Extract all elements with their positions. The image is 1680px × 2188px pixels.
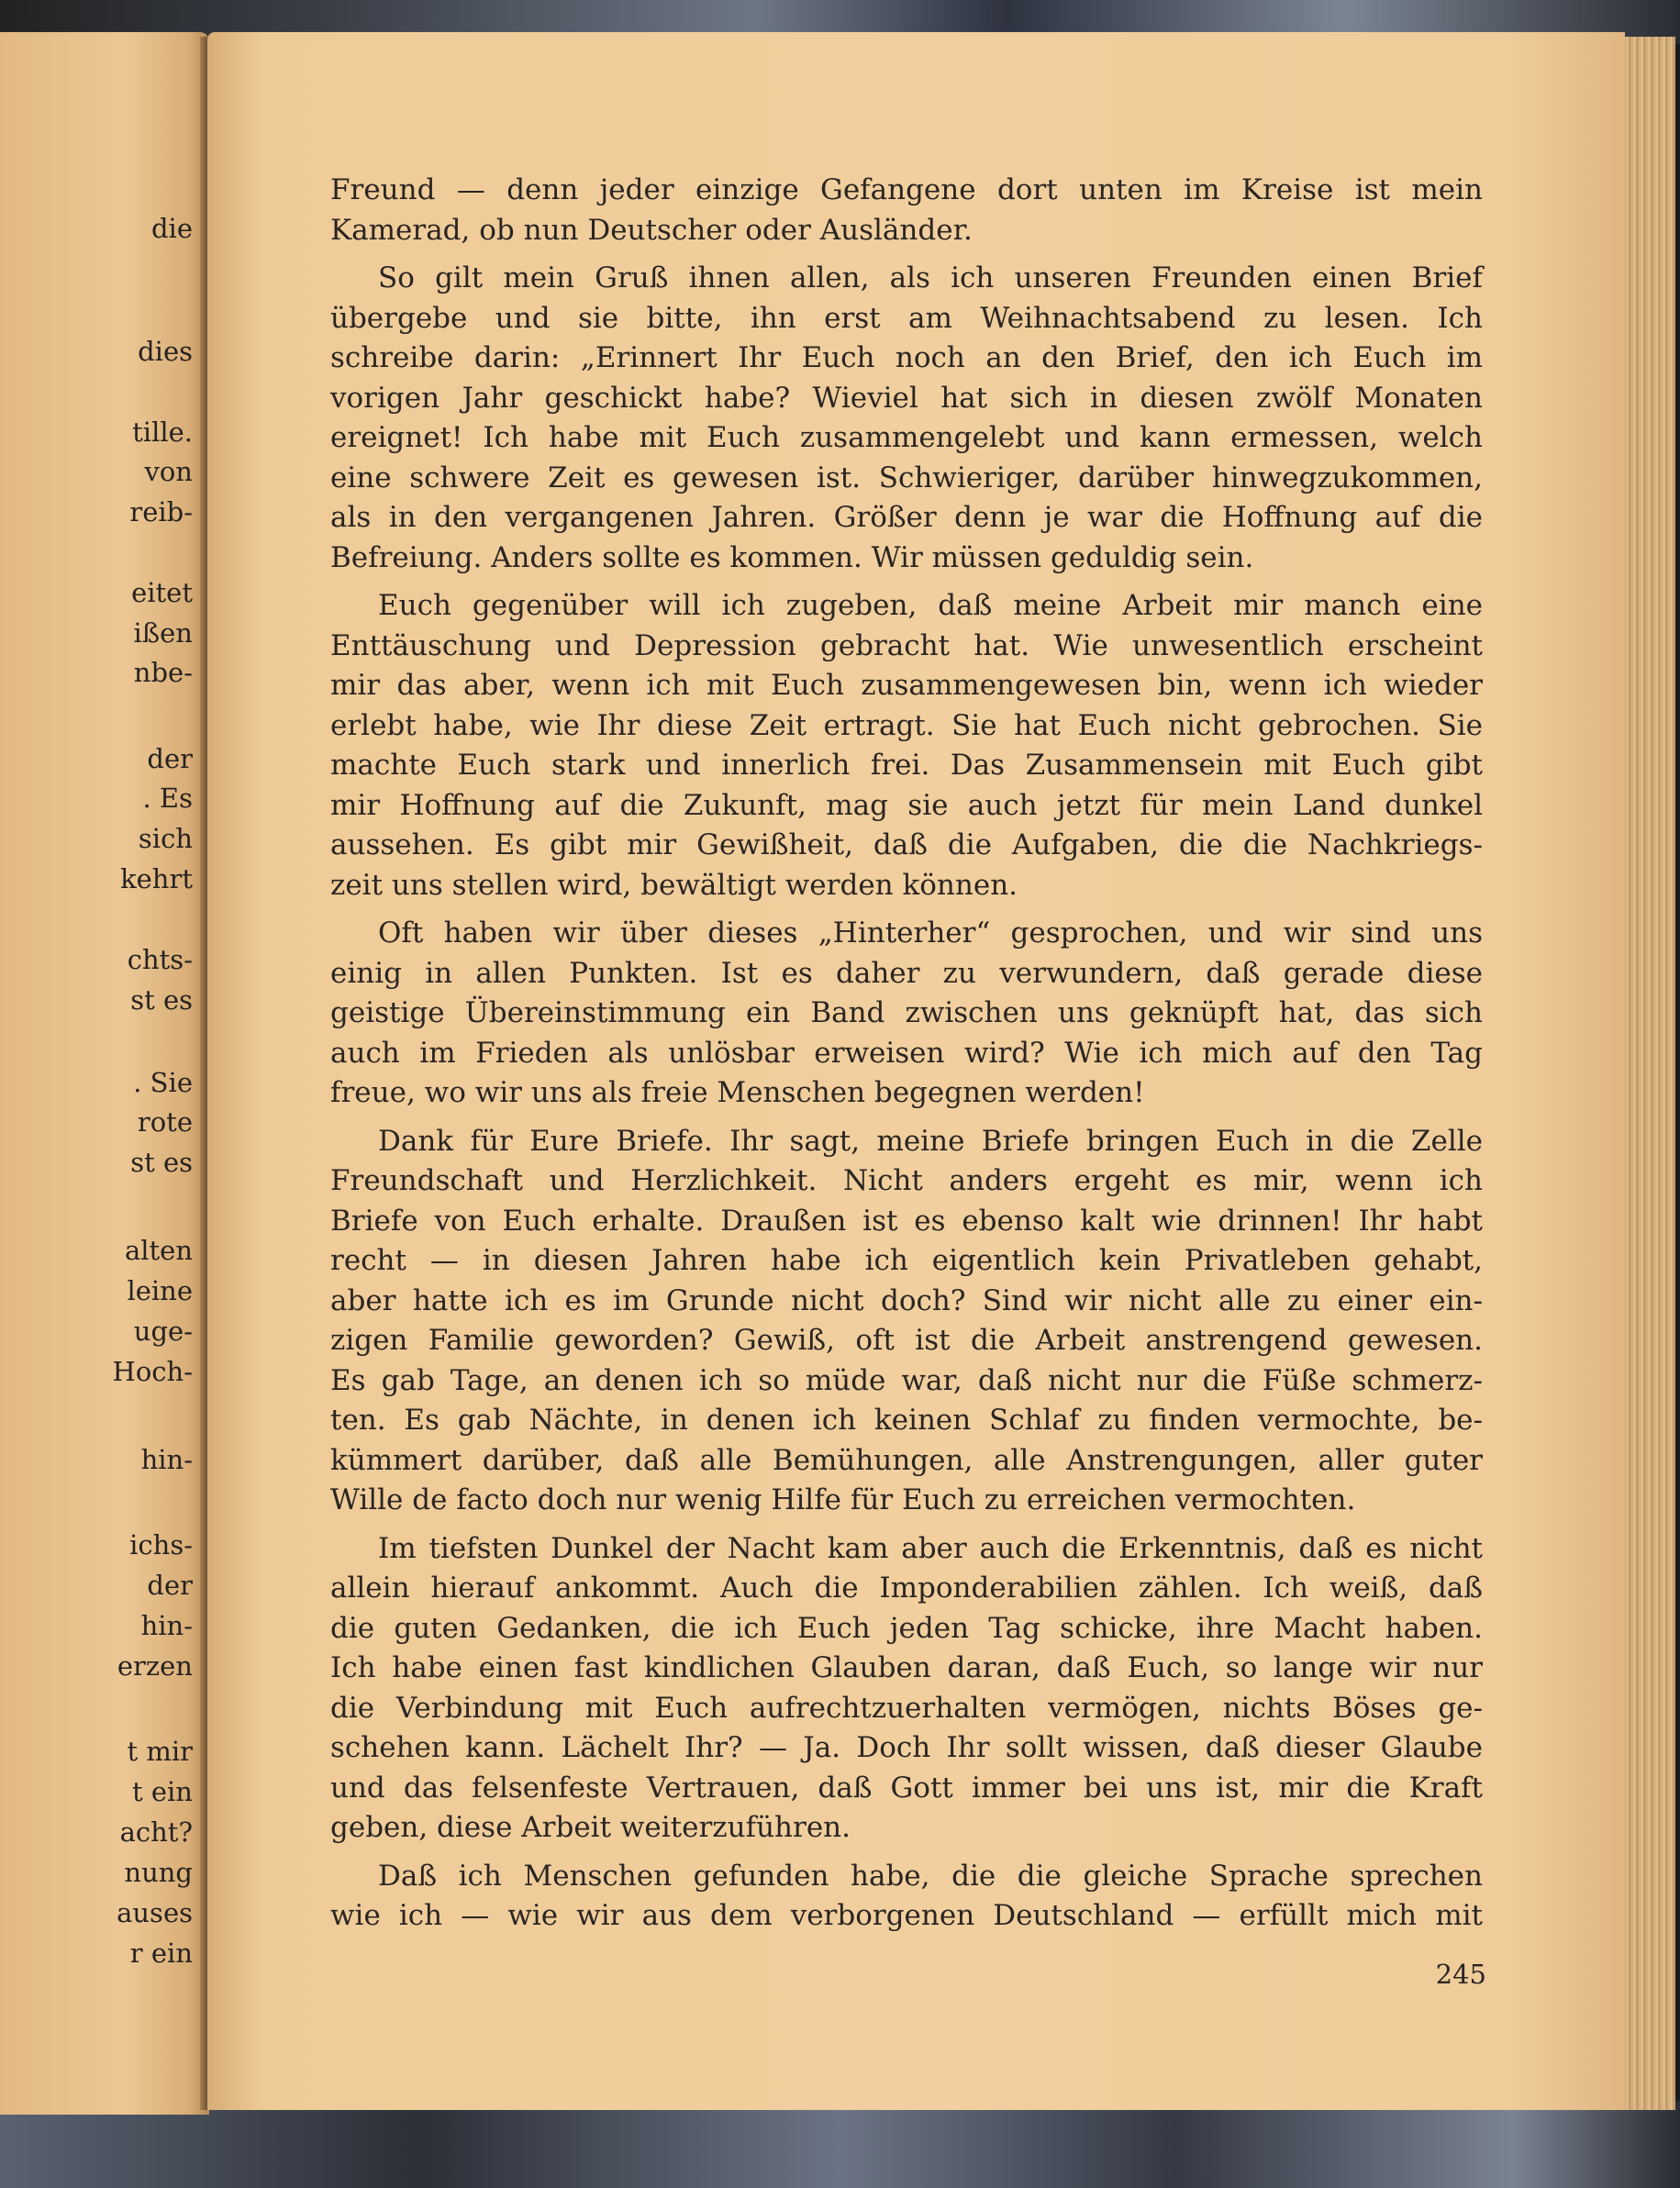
paragraph	[330, 1122, 1483, 1521]
left-page-line: erzen	[117, 1650, 193, 1682]
text-line: Ich habe einen fast kindlichen Glauben daran, daß Euch, so lange wir nur	[330, 1651, 1483, 1684]
body-text	[330, 171, 1483, 1945]
text-line: ereignet! Ich habe mit Euch zusammengelebt und kann ermessen, welch	[330, 421, 1483, 454]
left-page-line: leine	[127, 1275, 193, 1306]
text-line: Euch gegenüber will ich zugeben, daß meine Arbeit mir manch eine	[378, 589, 1483, 622]
left-page-line: die	[150, 213, 193, 244]
text-line: geben, diese Arbeit weiterzuführen.	[330, 1811, 851, 1844]
left-page	[0, 32, 209, 2115]
left-page-line: st es	[130, 984, 193, 1016]
text-line: mir Hoffnung auf die Zukunft, mag sie auch jetzt für mein Land dunkel	[330, 788, 1483, 822]
paragraph	[330, 171, 1483, 250]
left-page-line: hin-	[140, 1444, 193, 1475]
left-page-line: rote	[137, 1106, 193, 1138]
paragraph	[330, 259, 1483, 578]
paragraph	[330, 1857, 1483, 1937]
left-page-line: acht?	[119, 1816, 193, 1848]
text-line: aussehen. Es gibt mir Gewißheit, daß die Aufgaben, die die Nachkriegs-	[330, 828, 1483, 861]
text-line: Freundschaft und Herzlichkeit. Nicht anders ergeht es mir, wenn ich	[330, 1164, 1483, 1197]
left-page-line: r ein	[129, 1938, 193, 1969]
left-page-line: chts-	[127, 944, 193, 975]
text-line: machte Euch stark und innerlich frei. Das Zusammensein mit Euch gibt	[330, 749, 1483, 782]
text-line: freue, wo wir uns als freie Menschen begegnen werden!	[330, 1076, 1145, 1109]
left-page-line: nbe-	[133, 657, 193, 688]
left-page-line: . Es	[142, 783, 193, 814]
text-line: und das felsenfeste Vertrauen, daß Gott immer bei uns ist, mir die Kraft	[330, 1771, 1483, 1805]
left-page-line: Hoch-	[112, 1356, 193, 1387]
left-page-line: von	[144, 456, 193, 487]
text-line: geistige Übereinstimmung ein Band zwischen uns geknüpft hat, das sich	[330, 996, 1483, 1029]
text-line: aber hatte ich es im Grunde nicht doch? Sind wir nicht alle zu einer ein-	[330, 1283, 1483, 1317]
paragraph	[330, 914, 1483, 1114]
left-page-line: tille.	[132, 416, 193, 448]
text-line: zigen Familie geworden? Gewiß, oft ist die Arbeit anstrengend gewesen.	[330, 1324, 1483, 1357]
text-line: Oft haben wir über dieses „Hinterher“ gesprochen, und wir sind uns	[378, 916, 1483, 950]
text-line: Es gab Tage, an denen ich so müde war, daß nicht nur die Füße schmerz-	[330, 1363, 1483, 1397]
page-number: 245	[1435, 1959, 1486, 1990]
text-line: schehen kann. Lächelt Ihr? — Ja. Doch Ihr sollt wissen, daß dieser Glaube	[330, 1731, 1483, 1764]
text-line: mir das aber, wenn ich mit Euch zusammengewesen bin, wenn ich wieder	[330, 669, 1483, 702]
text-line: auch im Frieden als unlösbar erweisen wird? Wie ich mich auf den Tag	[330, 1036, 1483, 1070]
left-page-line: eitet	[131, 577, 193, 608]
text-line: übergebe und sie bitte, ihn erst am Weihnachtsabend zu lesen. Ich	[330, 301, 1483, 335]
left-page-line: hin-	[140, 1610, 193, 1641]
left-page-line: ißen	[133, 617, 193, 649]
text-line: erlebt habe, wie Ihr diese Zeit ertragt. Sie hat Euch nicht gebrochen. Sie	[330, 708, 1483, 742]
text-line: Briefe von Euch erhalte. Draußen ist es ebenso kalt wie drinnen! Ihr habt	[330, 1204, 1483, 1238]
left-page-line: nung	[124, 1857, 193, 1888]
left-page-line: alten	[124, 1235, 193, 1266]
book-cover-bottom	[0, 2101, 1680, 2188]
text-line: recht — in diesen Jahren habe ich eigentlich kein Privatleben gehabt,	[330, 1244, 1483, 1277]
left-page-line: dies	[138, 336, 193, 367]
text-line: wie ich — wie wir aus dem verborgenen Deutschland — erfüllt mich mit	[330, 1899, 1483, 1932]
left-page-line: reib-	[129, 496, 193, 528]
paragraph	[330, 586, 1483, 905]
text-line: Befreiung. Anders sollte es kommen. Wir müssen geduldig sein.	[330, 540, 1254, 574]
text-line: Dank für Eure Briefe. Ihr sagt, meine Briefe bringen Euch in die Zelle	[378, 1124, 1483, 1158]
left-page-line: uge-	[133, 1316, 193, 1347]
text-line: als in den vergangenen Jahren. Größer denn je war die Hoffnung auf die	[330, 501, 1483, 534]
text-line: zeit uns stellen wird, bewältigt werden können.	[330, 868, 1018, 902]
text-line: Im tiefsten Dunkel der Nacht kam aber auch die Erkenntnis, daß es nicht	[378, 1531, 1483, 1565]
left-page-line: t mir	[127, 1736, 193, 1767]
text-line: Kamerad, ob nun Deutscher oder Ausländer.	[330, 213, 973, 247]
text-line: Daß ich Menschen gefunden habe, die die gleiche Sprache sprechen	[378, 1859, 1483, 1893]
text-line: Freund — denn jeder einzige Gefangene dort unten im Kreise ist mein	[330, 173, 1483, 206]
text-line: eine schwere Zeit es gewesen ist. Schwieriger, darüber hinwegzukommen,	[330, 461, 1483, 494]
text-line: So gilt mein Gruß ihnen allen, als ich unseren Freunden einen Brief	[378, 261, 1483, 294]
left-page-line: kehrt	[120, 863, 193, 894]
text-line: die guten Gedanken, die ich Euch jeden Tag schicke, ihre Macht haben.	[330, 1611, 1483, 1645]
text-line: vorigen Jahr geschickt habe? Wieviel hat sich in diesen zwölf Monaten	[330, 381, 1483, 415]
left-page-line: . Sie	[133, 1067, 193, 1098]
left-page-line: der	[147, 1570, 193, 1601]
text-line: allein hierauf ankommt. Auch die Imponderabilien zählen. Ich weiß, daß	[330, 1572, 1483, 1605]
left-page-line: st es	[130, 1147, 193, 1178]
left-page-line: sich	[138, 823, 193, 854]
page-edges	[1625, 37, 1675, 2110]
paragraph	[330, 1529, 1483, 1849]
left-page-line: ichs-	[129, 1529, 193, 1560]
text-line: schreibe darin: „Erinnert Ihr Euch noch an den Brief, den ich Euch im	[330, 341, 1483, 374]
left-page-line: t ein	[132, 1776, 193, 1807]
left-page-line: der	[147, 743, 193, 774]
text-line: Wille de facto doch nur wenig Hilfe für Euch zu erreichen vermochten.	[330, 1483, 1356, 1516]
text-line: die Verbindung mit Euch aufrechtzuerhalten vermögen, nichts Böses ge-	[330, 1691, 1483, 1725]
text-line: einig in allen Punkten. Ist es daher zu verwundern, daß gerade diese	[330, 956, 1483, 990]
left-page-line: auses	[117, 1897, 193, 1928]
text-line: kümmert darüber, daß alle Bemühungen, alle Anstrengungen, aller guter	[330, 1443, 1483, 1477]
text-line: Enttäuschung und Depression gebracht hat. Wie unwesentlich erscheint	[330, 628, 1483, 662]
text-line: ten. Es gab Nächte, in denen ich keinen Schlaf zu finden vermochte, be-	[330, 1404, 1483, 1437]
